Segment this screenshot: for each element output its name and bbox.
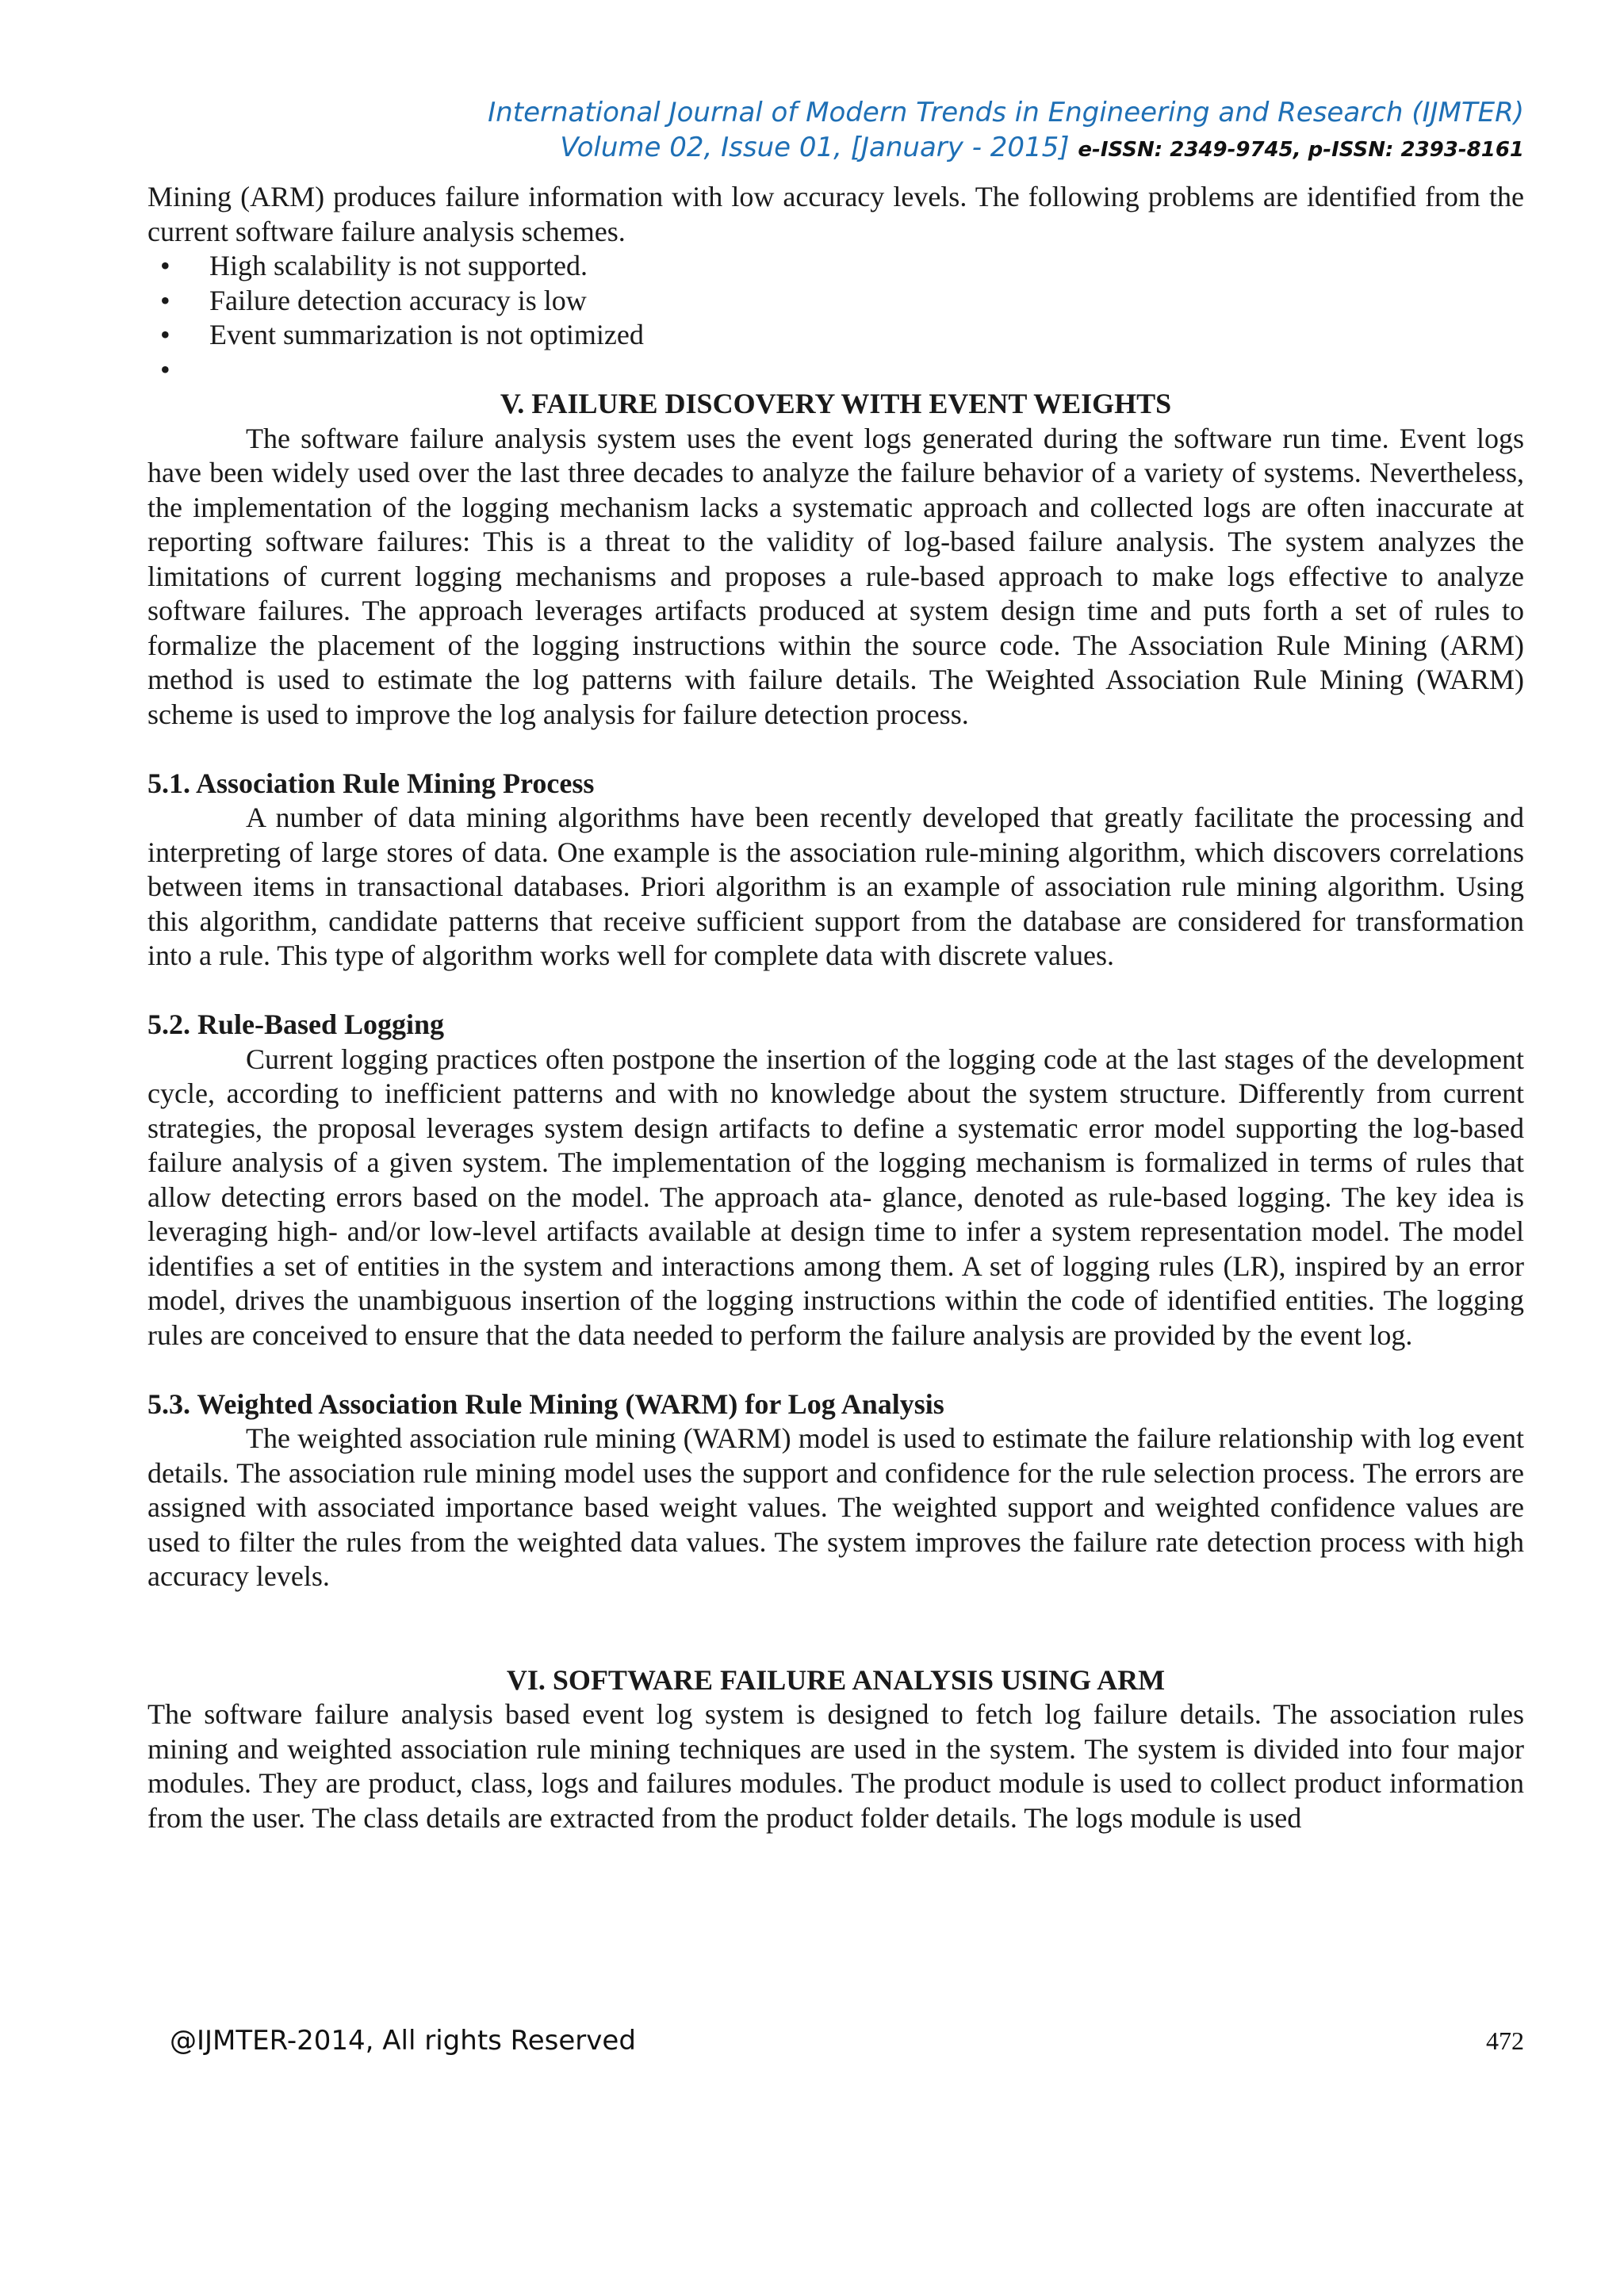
bullet-icon: •: [160, 250, 170, 281]
list-item-text: Event summarization is not optimized: [209, 319, 644, 350]
page-number: 472: [1486, 2026, 1524, 2055]
journal-header: [147, 95, 1524, 167]
subsection-5-1-paragraph: A number of data mining algorithms have been recently developed that greatly facilitate the processing and interpreting of large stores of data. One example is the association rule-mining algorithm, which discovers correlations between items in transactional databases. Priori algorithm is an example of association rule mining algorithm. Using this algorithm, candidate patterns that receive sufficient support from the database are considered for transformation into a rule. This type of algorithm works well for complete data with discrete values.: [147, 802, 1524, 971]
problem-list: [147, 249, 1524, 387]
subsection-5-2-heading: 5.2. Rule-Based Logging: [147, 1008, 445, 1040]
intro-paragraph: Mining (ARM) produces failure information with low accuracy levels. The following problems are identified from the current software failure analysis schemes.: [147, 181, 1524, 247]
subsection-5-2-paragraph: Current logging practices often postpone the insertion of the logging code at the last stages of the development cycle, according to inefficient patterns and with no knowledge about the system structure. Differently from current strategies, the proposal leverages system design artifacts to define a systematic error model supporting the log-based failure analysis of a given system. The implementation of the logging mechanism is formalized in terms of rules that allow detecting errors based on the model. The approach ata- glance, denoted as rule-based logging. The key idea is leveraging high- and/or low-level artifacts available at design time to infer a system representation model. The model identifies a set of entities in the system and interactions among them. A set of logging rules (LR), inspired by an error model, drives the unambiguous insertion of the logging instructions within the code of identified entities. The logging rules are conceived to ensure that the data needed to perform the failure analysis are provided by the event log.: [147, 1043, 1524, 1351]
section-5-heading: V. FAILURE DISCOVERY WITH EVENT WEIGHTS: [500, 388, 1172, 419]
journal-title: International Journal of Modern Trends in Engineering and Research (IJMTER): [488, 97, 1524, 128]
page-footer: [170, 2025, 1524, 2057]
copyright-notice: @IJMTER-2014, All rights Reserved: [170, 2025, 636, 2057]
section-6-paragraph: The software failure analysis based event log system is designed to fetch log failure details. The association rules mining and weighted association rule mining techniques are used in the system. The system is divided into four major modules. They are product, class, logs and failures modules. The product module is used to collect product information from the user. The class details are extracted from the product folder details. The logs module is used: [147, 1698, 1524, 1834]
subsection-5-3-paragraph: The weighted association rule mining (WARM) model is used to estimate the failure relationship with log event details. The association rule mining model uses the support and confidence for the rule selection process. The errors are assigned with associated importance based weight values. The weighted support and weighted confidence values are used to filter the rules from the weighted data values. The system improves the failure rate detection process with high accuracy levels.: [147, 1422, 1524, 1592]
section-6-heading: VI. SOFTWARE FAILURE ANALYSIS USING ARM: [506, 1663, 1166, 1696]
list-item: [147, 318, 1524, 353]
bullet-icon: •: [160, 319, 170, 350]
issn-numbers: e-ISSN: 2349-9745, p-ISSN: 2393-8161: [1078, 138, 1524, 162]
section-spacer: [147, 1594, 1524, 1663]
list-item: [147, 249, 1524, 284]
bullet-icon: •: [160, 353, 170, 385]
volume-issue: Volume 02, Issue 01, [January - 2015]: [560, 132, 1078, 163]
subsection-5-1-heading: 5.1. Association Rule Mining Process: [147, 767, 595, 799]
bullet-icon: •: [160, 284, 170, 316]
list-item: [147, 284, 1524, 319]
list-item-text: Failure detection accuracy is low: [209, 284, 587, 316]
subsection-5-3-heading: 5.3. Weighted Association Rule Mining (WARM) for Log Analysis: [147, 1387, 944, 1420]
journal-volume-line: [147, 130, 1524, 167]
list-item: [147, 353, 1524, 388]
page: [147, 95, 1524, 1835]
body-text: [147, 180, 1524, 1835]
list-item-text: High scalability is not supported.: [209, 250, 588, 281]
section-5-paragraph: The software failure analysis system uses the event logs generated during the software run time. Event logs have been widely used over the last three decades to analyze the failure behavior of a variety of systems. Nevertheless, the implementation of the logging mechanism lacks a systematic approach and collected logs are often inaccurate at reporting software failures: This is a threat to the validity of log-based failure analysis. The system analyzes the limitations of current logging mechanisms and proposes a rule-based approach to make logs effective to analyze software failures. The approach leverages artifacts produced at system design time and puts forth a set of rules to formalize the placement of the logging instructions within the source code. The Association Rule Mining (ARM) method is used to estimate the log patterns with failure details. The Weighted Association Rule Mining (WARM) scheme is used to improve the log analysis for failure detection process.: [147, 422, 1524, 730]
